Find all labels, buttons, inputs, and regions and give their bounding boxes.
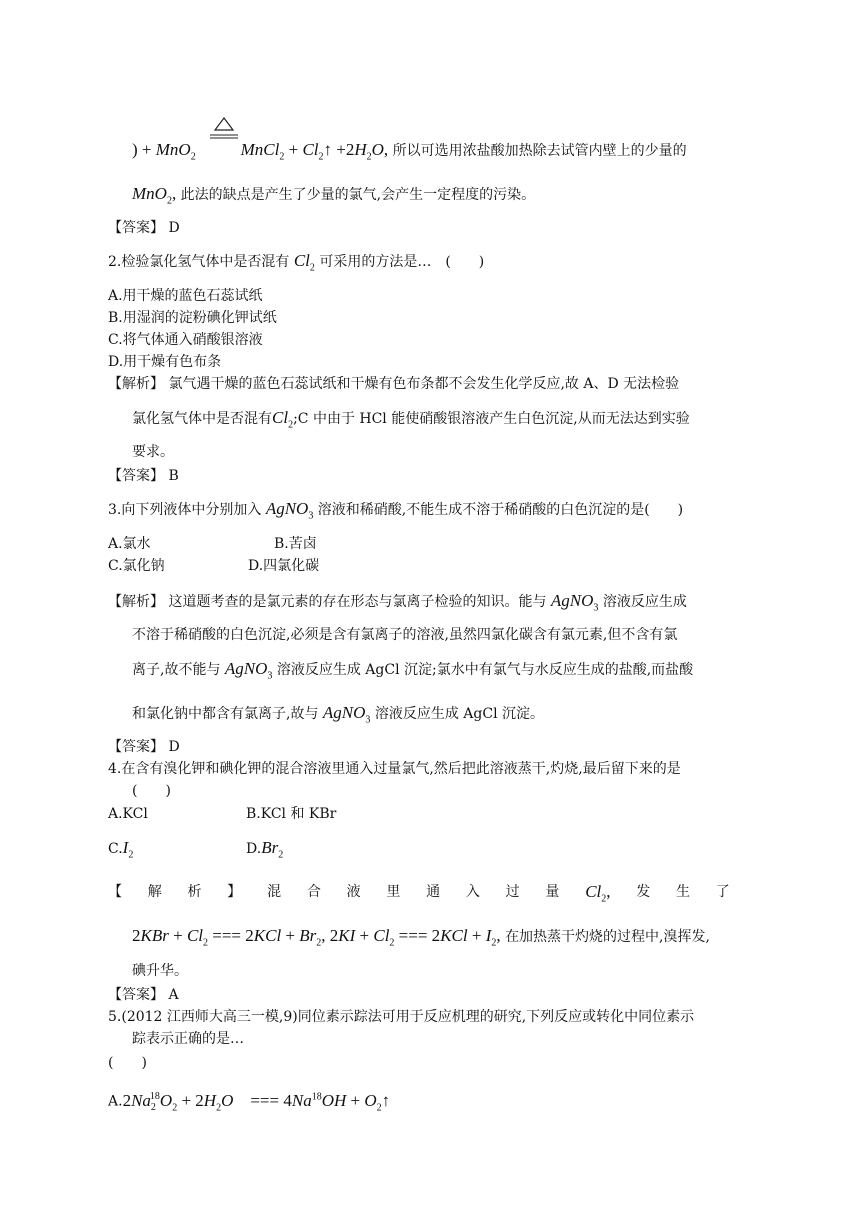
intro-line2-text: 此法的缺点是产生了少量的氯气,会产生一定程度的污染。 <box>180 187 536 203</box>
q3-analysis-4b: 溶液反应生成 AgCl 沉淀。 <box>374 706 545 722</box>
q4-analysis-3: 碘升华。 <box>132 963 188 979</box>
q4-analysis-2-tail: 在加热蒸干灼烧的过程中,溴挥发, <box>505 929 710 945</box>
q5-option-a <box>108 1087 390 1118</box>
q4-option-c: $C.I_2$ <box>108 838 134 861</box>
q4-equations: $2KBr + Cl_2$ === $2KCl + Br_2$, $2KI + Cl_2$ === $2KCl + I_2$, <box>132 926 501 949</box>
q5-option-a-label: A. <box>108 1093 123 1110</box>
q4-analysis-char: 生 <box>676 884 691 900</box>
q4-analysis-char: 【 <box>108 884 122 900</box>
q3-analysis-4a: 和氯化钠中都含有氯离子,故与 <box>132 706 319 722</box>
q2-analysis-2b: ;C 中由于 HCl 能使硝酸银溶液产生白色沉淀,从而无法达到实验 <box>293 411 690 427</box>
q3-analysis-2: 不溶于稀硝酸的白色沉淀,必须是含有氯离子的溶液,虽然四氯化碳含有氯元素,但不含有氯 <box>132 627 678 643</box>
intro-line2: MnO$_2$, 此法的缺点是产生了少量的氯气,会产生一定程度的污染。 <box>132 184 536 207</box>
q2-analysis-2a: 氯化氢气体中是否混有 <box>132 411 272 427</box>
q3-analysis-4: 和氯化钠中都含有氯离子,故与 AgNO$_3$ 溶液反应生成 AgCl 沉淀。 <box>132 703 545 726</box>
q2-analysis-1: 【解析】 氯气遇干燥的蓝色石蕊试纸和干燥有色布条都不会发生化学反应,故 A、D 无法检验 <box>108 376 680 392</box>
q2-analysis-3: 要求。 <box>132 444 174 460</box>
q2-analysis-2: 氯化氢气体中是否混有$Cl_2;C$ 中由于 HCl 能使硝酸银溶液产生白色沉淀,从而无法达到实验 <box>132 408 690 431</box>
q3-answer: 【答案】 D <box>108 739 180 755</box>
q5-stem-1: 5.(2012 江西师大高三一模,9)同位素示踪法可用于反应机理的研究,下列反应或转化中同位素示 <box>108 1009 695 1025</box>
q4-analysis-char: 混 <box>267 884 282 900</box>
q2-stem: 2.检验氯化氢气体中是否混有 $Cl_2$ 可采用的方法是… ( ) <box>108 251 485 274</box>
q4-option-a: A.KCl <box>108 806 148 822</box>
q3-option-a: A.氯水 <box>108 536 151 552</box>
q2-option-a: A.用干燥的蓝色石蕊试纸 <box>108 288 263 304</box>
q4-option-d: $D.Br_2$ <box>246 838 284 861</box>
q4-analysis-char: 里 <box>386 884 401 900</box>
q5-option-a-equation: $2Na_2^{18}O_2 + 2H_2O$ === $4Na^{18}OH$ + $O_2↑$ <box>122 1090 391 1114</box>
q3-analysis-3a: 离子,故不能与 <box>132 662 221 678</box>
q4-option-b: B.KCl 和 KBr <box>246 806 337 822</box>
q2-option-c: C.将气体通入硝酸银溶液 <box>108 332 263 348</box>
q4-analysis-char: 通 <box>426 884 441 900</box>
intro-answer: 【答案】 D <box>108 220 180 236</box>
q5-stem-2: 踪表示正确的是… <box>132 1031 244 1047</box>
q4-paren: ( ) <box>132 783 171 799</box>
q4-cl2-formula: $Cl_2$, <box>585 882 611 905</box>
q2-answer: 【答案】 B <box>108 468 179 484</box>
q3-option-b: B.苦卤 <box>274 536 317 552</box>
q4-analysis-1 <box>108 882 730 909</box>
q4-option-c-label: C. <box>108 841 123 857</box>
q4-analysis-char: 入 <box>465 884 480 900</box>
heating-triangle-icon <box>208 116 240 140</box>
q2-stem-a: 2.检验氯化氢气体中是否混有 <box>108 254 290 270</box>
q2-option-d: D.用干燥有色布条 <box>108 354 222 370</box>
q3-option-d: D.四氯化碳 <box>248 558 320 574</box>
q4-stem: 4.在含有溴化钾和碘化钾的混合溶液里通入过量氯气,然后把此溶液蒸干,灼烧,最后留下来的是 <box>108 761 681 777</box>
q5-paren: ( ) <box>108 1055 147 1071</box>
q3-option-c: C.氯化钠 <box>108 558 165 574</box>
q4-analysis-char: 过 <box>505 884 520 900</box>
q2-option-b: B.用湿润的淀粉碘化钾试纸 <box>108 310 277 326</box>
q4-analysis-char: 】 <box>227 884 242 900</box>
q4-analysis-2 <box>132 926 710 953</box>
q4-analysis-char: 解 <box>147 884 162 900</box>
q4-answer: 【答案】 A <box>108 987 179 1003</box>
intro-equation-line: ) + MnO$_2$ MnCl$_2$ + $Cl_2↑ +2H_2O$, 所以可选用浓盐酸加热除去试管内壁上的少量的 <box>132 140 687 163</box>
intro-line1-text: 所以可选用浓盐酸加热除去试管内壁上的少量的 <box>392 143 687 159</box>
q3-stem: 3.向下列液体中分别加入 AgNO$_3$ 溶液和稀硝酸,不能生成不溶于稀硝酸的白色沉淀的是( ) <box>108 499 684 522</box>
q4-analysis-char: 了 <box>715 884 730 900</box>
q3-analysis-3: 离子,故不能与 AgNO$_3$ 溶液反应生成 AgCl 沉淀;氯水中有氯气与水反应生成的盐酸,而盐酸 <box>132 659 694 682</box>
q3-analysis-1a: 【解析】 这道题考查的是氯元素的存在形态与氯离子检验的知识。能与 <box>108 594 547 610</box>
q4-analysis-char: 析 <box>187 884 202 900</box>
q4-analysis-char: 液 <box>346 884 361 900</box>
q4-analysis-char: 量 <box>545 884 560 900</box>
q3-analysis-3b: 溶液反应生成 AgCl 沉淀;氯水中有氯气与水反应生成的盐酸,而盐酸 <box>276 662 694 678</box>
q2-stem-b: 可采用的方法是… ( ) <box>319 254 485 270</box>
q3-analysis-1: 【解析】 这道题考查的是氯元素的存在形态与氯离子检验的知识。能与 AgNO$_3$ 溶液反应生成 <box>108 591 687 614</box>
q3-stem-a: 3.向下列液体中分别加入 <box>108 502 262 518</box>
q4-analysis-char: 合 <box>306 884 321 900</box>
q3-stem-b: 溶液和稀硝酸,不能生成不溶于稀硝酸的白色沉淀的是( ) <box>317 502 684 518</box>
q4-option-d-label: D. <box>246 841 262 857</box>
q3-analysis-1b: 溶液反应生成 <box>602 594 687 610</box>
q4-analysis-char: 发 <box>636 884 651 900</box>
